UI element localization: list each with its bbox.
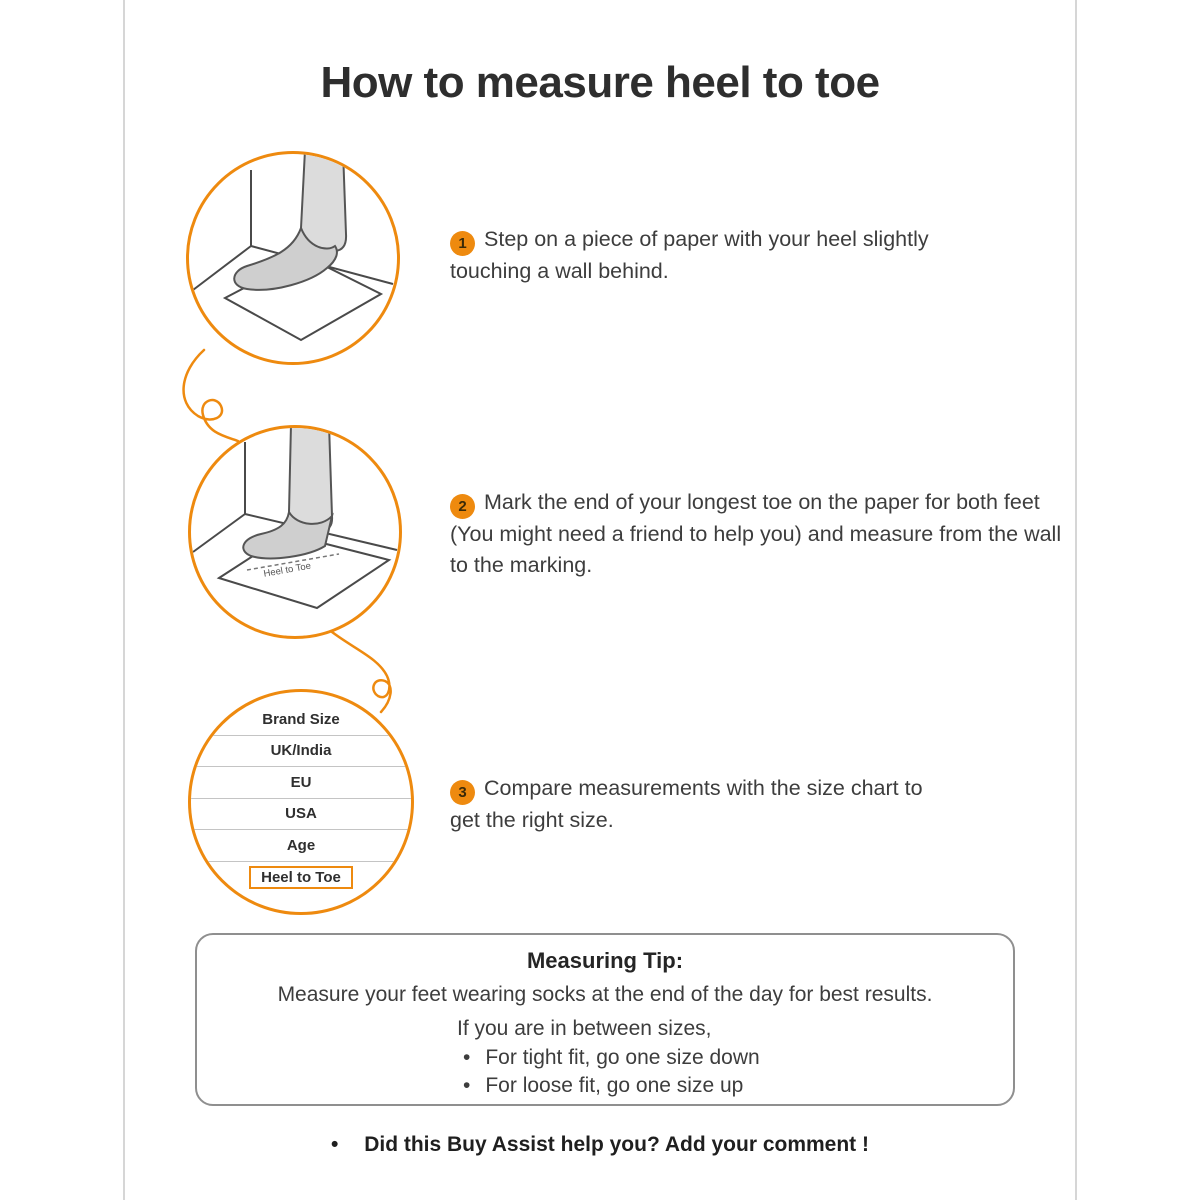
- foot-on-paper-icon: [189, 154, 397, 362]
- step-3-text: Compare measurements with the size chart to get the right size.: [450, 776, 923, 832]
- fit-bullet-list: [457, 1044, 1013, 1101]
- buy-assist-footer-text: Did this Buy Assist help you? Add your comment !: [364, 1133, 870, 1156]
- size-chart: [191, 704, 411, 893]
- between-sizes-block: [457, 1017, 1013, 1101]
- measuring-tip-box: [195, 933, 1015, 1106]
- step-1-number-badge: 1: [450, 231, 475, 256]
- leg: [289, 428, 332, 530]
- step-2-number-badge: 2: [450, 494, 475, 519]
- step-2-text: Mark the end of your longest toe on the paper for both feet (You might need a friend to help you) and measure from the wall to the marking.: [450, 490, 1062, 577]
- size-chart-label: UK/India: [270, 742, 332, 760]
- between-sizes-intro: If you are in between sizes,: [457, 1017, 712, 1040]
- size-chart-label: EU: [290, 773, 312, 791]
- size-chart-row-usa: [191, 799, 411, 831]
- size-chart-row-age: [191, 830, 411, 862]
- heel-to-toe-measure-label: Heel to Toe: [262, 560, 312, 580]
- right-border-line: [1075, 0, 1077, 1200]
- step3-size-chart-circle: [188, 689, 414, 915]
- step-1-text: Step on a piece of paper with your heel slightly touching a wall behind.: [450, 227, 929, 283]
- measuring-tip-line1: Measure your feet wearing socks at the end of the day for best results.: [277, 983, 933, 1006]
- size-chart-row-brand-size: [191, 704, 411, 736]
- heel-to-toe-highlight-box: Heel to Toe: [249, 866, 353, 889]
- step-1: [450, 224, 970, 287]
- tight-fit-bullet: • For tight fit, go one size down: [457, 1044, 1013, 1072]
- size-chart-label: Brand Size: [262, 710, 340, 728]
- step2-illustration-circle: [188, 425, 402, 639]
- size-chart-row-eu: [191, 767, 411, 799]
- loose-fit-bullet: • For loose fit, go one size up: [457, 1072, 1013, 1100]
- step1-illustration-circle: [186, 151, 400, 365]
- size-chart-label: USA: [285, 805, 317, 823]
- page-title: How to measure heel to toe: [320, 58, 880, 107]
- leg: [301, 154, 346, 251]
- size-chart-label: Age: [286, 836, 316, 854]
- left-border-line: [123, 0, 125, 1200]
- foot-measure-icon: [191, 428, 399, 636]
- step-3-number-badge: 3: [450, 780, 475, 805]
- step-2: [450, 487, 1062, 580]
- size-chart-row-heel-to-toe: [191, 862, 411, 894]
- size-chart-row-uk-india: [191, 736, 411, 768]
- step-3: [450, 773, 930, 836]
- buy-assist-footer: [0, 1133, 1200, 1157]
- measuring-tip-title: Measuring Tip:: [526, 948, 684, 973]
